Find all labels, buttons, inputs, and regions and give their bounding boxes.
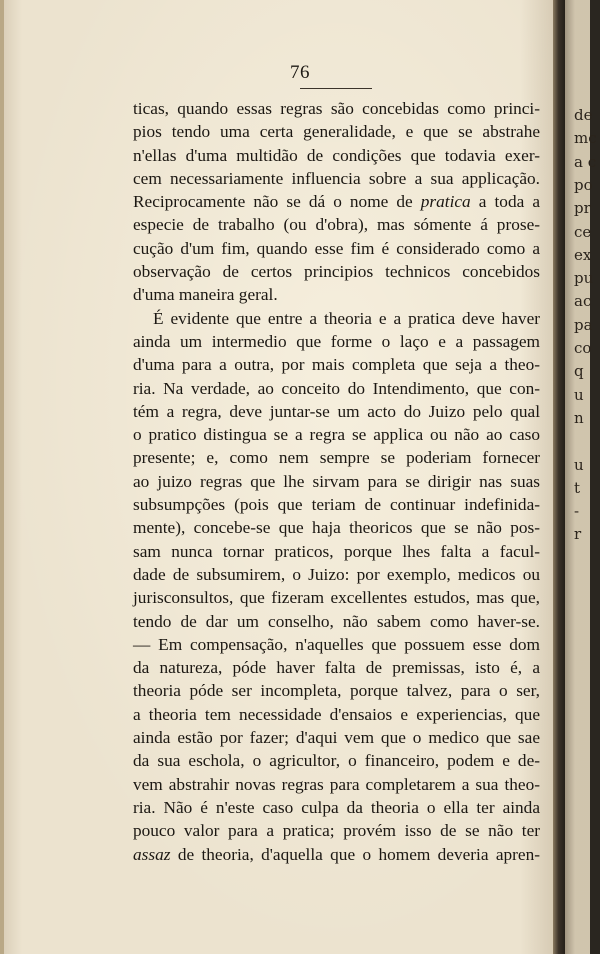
adjacent-page-fragment: -: [574, 502, 580, 521]
adjacent-page-fragment: de: [574, 106, 593, 124]
adjacent-page-edge: [565, 0, 597, 954]
adjacent-page-fragment: n: [574, 408, 584, 427]
text-line: mente), concebe-se que haja theoricos que se não pos-: [133, 518, 540, 538]
adjacent-page-fragment: pa: [574, 315, 593, 334]
header-rule: [300, 88, 372, 89]
text-line: ticas, quando essas regras são concebidas como princi-: [133, 99, 540, 118]
text-line: observação de certos principios technicos concebidos: [133, 262, 540, 282]
text-line: n'ellas d'uma multidão de condições que todavia exer-: [133, 145, 540, 165]
text-line: d'uma maneira geral.: [133, 285, 278, 305]
adjacent-page-fragment: u: [574, 455, 584, 474]
text-line: theoria póde ser incompleta, porque talvez, para o ser,: [133, 681, 540, 701]
adjacent-page-fragment: co: [574, 339, 592, 357]
text-line: ria. Na verdade, ao conceito do Intendimento, que con-: [133, 378, 540, 398]
text-line: jurisconsultos, que fizeram excellentes estudos, mas que,: [133, 588, 540, 608]
adjacent-page-fragment: ex: [574, 245, 592, 264]
adjacent-page-fragment: ce: [574, 222, 592, 241]
text-line: Reciprocamente não se dá o nome de pratica a toda a: [133, 192, 540, 212]
text-line: assaz de theoria, d'aquella que o homem deveria apren-: [133, 844, 540, 864]
text-line: dade de subsumirem, o Juizo: por exemplo, medicos ou: [133, 564, 540, 584]
text-line: cução d'um fim, quando esse fim é considerado como a: [133, 238, 540, 258]
adjacent-page-fragment: po: [574, 175, 593, 194]
text-line: subsumpções (pois que teriam de continuar indefinida-: [133, 495, 540, 515]
adjacent-page-fragment: q: [574, 362, 584, 381]
adjacent-page-fragment: pr: [574, 199, 591, 218]
text-line: É evidente que entre a theoria e a pratica deve haver: [153, 308, 540, 328]
text-line: tém a regra, deve juntar-se um acto do Juizo pelo qual: [133, 401, 540, 421]
adjacent-page-fragment: r: [574, 525, 582, 544]
text-line: ainda estão por fazer; d'aqui vem que o medico que sae: [133, 728, 540, 748]
text-line: o pratico distingua se a regra se applica ou não ao caso: [133, 425, 540, 445]
text-line: ainda um intermedio que forme o laço e a passagem: [133, 331, 540, 351]
text-line: ria. Não é n'este caso culpa da theoria o ella ter ainda: [133, 797, 540, 817]
text-line: vem abstrahir novas regras para completarem a sua theo-: [133, 774, 540, 794]
text-line: ao juizo regras que lhe sirvam para se dirigir nas suas: [133, 471, 540, 491]
text-line: da sua eschola, o agricultor, o financeiro, podem e de-: [133, 751, 540, 771]
page-number: 76: [290, 62, 310, 83]
text-line: d'uma para a outra, por mais completa que seja a theo-: [133, 355, 540, 375]
text-line: pios tendo uma certa generalidade, e que se abstrahe: [133, 122, 540, 142]
adjacent-page-fragment: ac: [574, 292, 592, 311]
text-line: cem necessariamente influencia sobre a sua applicação.: [133, 168, 540, 188]
text-line: presente; e, como nem sempre se poderiam fornecer: [133, 448, 540, 468]
adjacent-page-fragment: a c: [574, 152, 597, 171]
text-line: a theoria tem necessidade d'ensaios e experiencias, que: [133, 704, 540, 724]
adjacent-page-fragment: u: [574, 385, 584, 404]
text-line: da natureza, póde haver falta de premissas, isto é, a: [133, 658, 540, 678]
text-line: pouco valor para a pratica; provém isso de se não ter: [133, 821, 540, 841]
text-line: sam nunca tornar praticos, porque lhes falta a facul-: [133, 541, 540, 561]
text-line: tendo de dar um conselho, não sabem como haver-se.: [133, 611, 540, 631]
adjacent-page-fragment: t: [574, 478, 581, 497]
text-line: — Em compensação, n'aquelles que possuem esse dom: [133, 634, 540, 654]
adjacent-page-fragment: pu: [574, 269, 594, 288]
text-line: especie de trabalho (ou d'obra), mas sómente á prose-: [133, 215, 540, 235]
body-text: [133, 97, 540, 866]
adjacent-page-fragment: mc: [574, 129, 597, 148]
page-edge: [0, 0, 4, 954]
